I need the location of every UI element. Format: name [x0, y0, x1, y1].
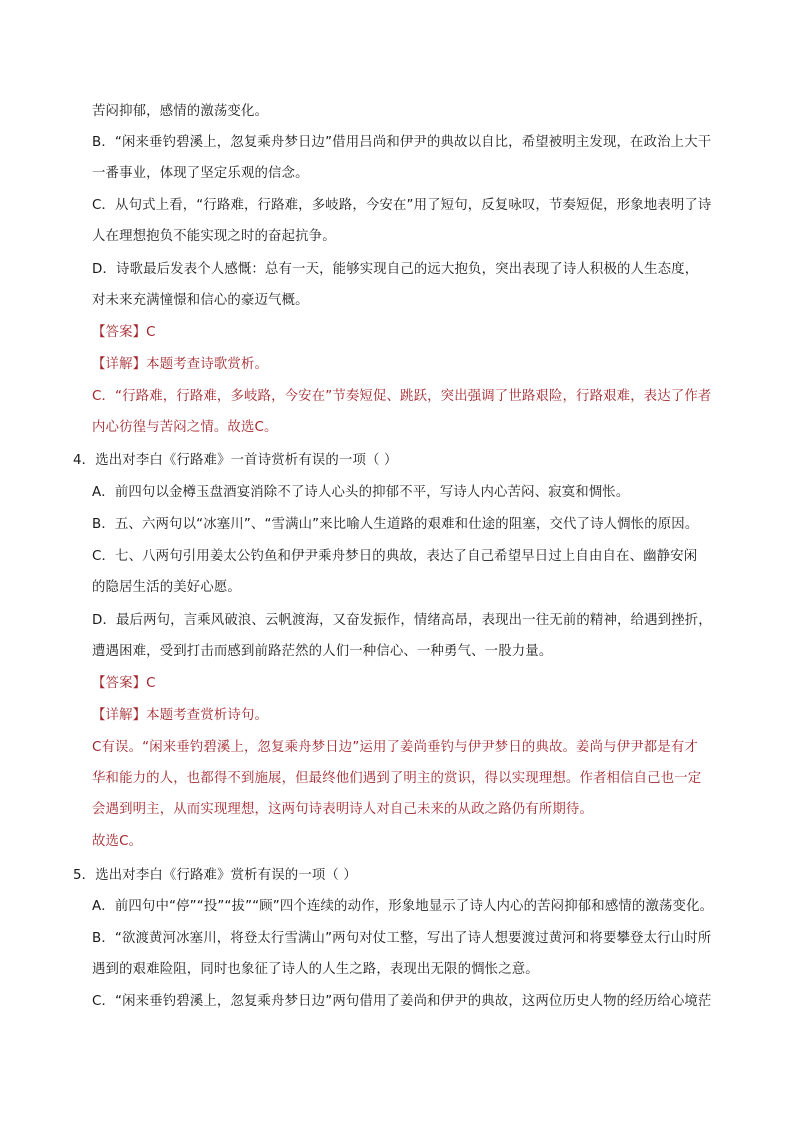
text-line: D．最后两句，言乘风破浪、云帆渡海，又奋发振作，情绪高昂，表现出一往无前的精神，给遇到挫折，	[92, 613, 712, 628]
answer-text-line: C有误。“闲来垂钓碧溪上，忽复乘舟梦日边”运用了姜尚垂钓与伊尹梦日的典故。姜尚与伊尹都是有才	[92, 740, 698, 755]
text-line: 苦闷抑郁，感情的激荡变化。	[92, 104, 269, 119]
answer-text-line: 内心彷徨与苦闷之情。故选C。	[92, 420, 278, 435]
answer-text-line: 华和能力的人，也都得不到施展，但最终他们遇到了明主的赏识，得以实现理想。作者相信自己也一定	[92, 771, 702, 786]
answer-text-line: 故选C。	[92, 834, 143, 849]
text-line: 一番事业，体现了坚定乐观的信念。	[92, 166, 309, 181]
text-line: A．前四句以金樽玉盘酒宴消除不了诗人心头的抑郁不平，写诗人内心苦闷、寂寞和惆怅。	[92, 485, 630, 500]
text-line: C．七、八两句引用姜太公钓鱼和伊尹乘舟梦日的典故，表达了自己希望早日过上自由自在、幽静安闲	[92, 549, 698, 564]
answer-text-line: 【详解】本题考查诗歌赏析。	[92, 357, 269, 372]
question-stem: 4．选出对李白《行路难》一首诗赏析有误的一项（ ）	[73, 453, 398, 468]
text-line: B．“欲渡黄河冰塞川，将登太行雪满山”两句对仗工整，写出了诗人想要渡过黄河和将要攀登太行山时所	[92, 931, 712, 946]
answer-text-line: 【答案】C	[92, 325, 156, 340]
question-stem: 5．选出对李白《行路难》赏析有误的一项（ ）	[73, 868, 357, 883]
text-line: 遇到的艰难险阻，同时也象征了诗人的人生之路，表现出无限的惆怅之意。	[92, 962, 539, 977]
text-line: B．“闲来垂钓碧溪上，忽复乘舟梦日边”借用吕尚和伊尹的典故以自比，希望被明主发现，在政治上大干	[92, 135, 712, 150]
text-line: C．从句式上看，“行路难，行路难，多岐路，今安在”用了短句，反复咏叹，节奏短促，形象地表明了诗	[92, 198, 712, 213]
text-line: 遭遇困难，受到打击而感到前路茫然的人们一种信心、一种勇气、一股力量。	[92, 644, 553, 659]
answer-text-line: 会遇到明主，从而实现理想，这两句诗表明诗人对自己未来的从政之路仍有所期待。	[92, 802, 594, 817]
text-line: 人在理想抱负不能实现之时的奋起抗争。	[92, 229, 336, 244]
text-line: B．五、六两句以“冰塞川”、“雪满山”来比喻人生道路的艰难和仕途的阻塞，交代了诗人惆怅的原因。	[92, 517, 699, 532]
text-line: D．诗歌最后发表个人感慨：总有一天，能够实现自己的远大抱负，突出表现了诗人积极的人生态度，	[92, 262, 699, 277]
answer-text-line: 【答案】C	[92, 676, 156, 691]
text-line: C．“闲来垂钓碧溪上，忽复乘舟梦日边”两句借用了姜尚和伊尹的典故，这两位历史人物的经历给心境茫	[92, 994, 712, 1009]
text-line: 对未来充满憧憬和信心的豪迈气概。	[92, 293, 309, 308]
text-line: 的隐居生活的美好心愿。	[92, 580, 241, 595]
answer-text-line: 【详解】本题考查赏析诗句。	[92, 708, 269, 723]
answer-text-line: C．“行路难，行路难，多岐路，今安在”节奏短促、跳跃，突出强调了世路艰险，行路艰难，表达了作者	[92, 389, 712, 404]
text-line: A．前四句中“停”“投”“拔”“顾”四个连续的动作，形象地显示了诗人内心的苦闷抑郁和感情的激荡变化。	[92, 899, 714, 914]
